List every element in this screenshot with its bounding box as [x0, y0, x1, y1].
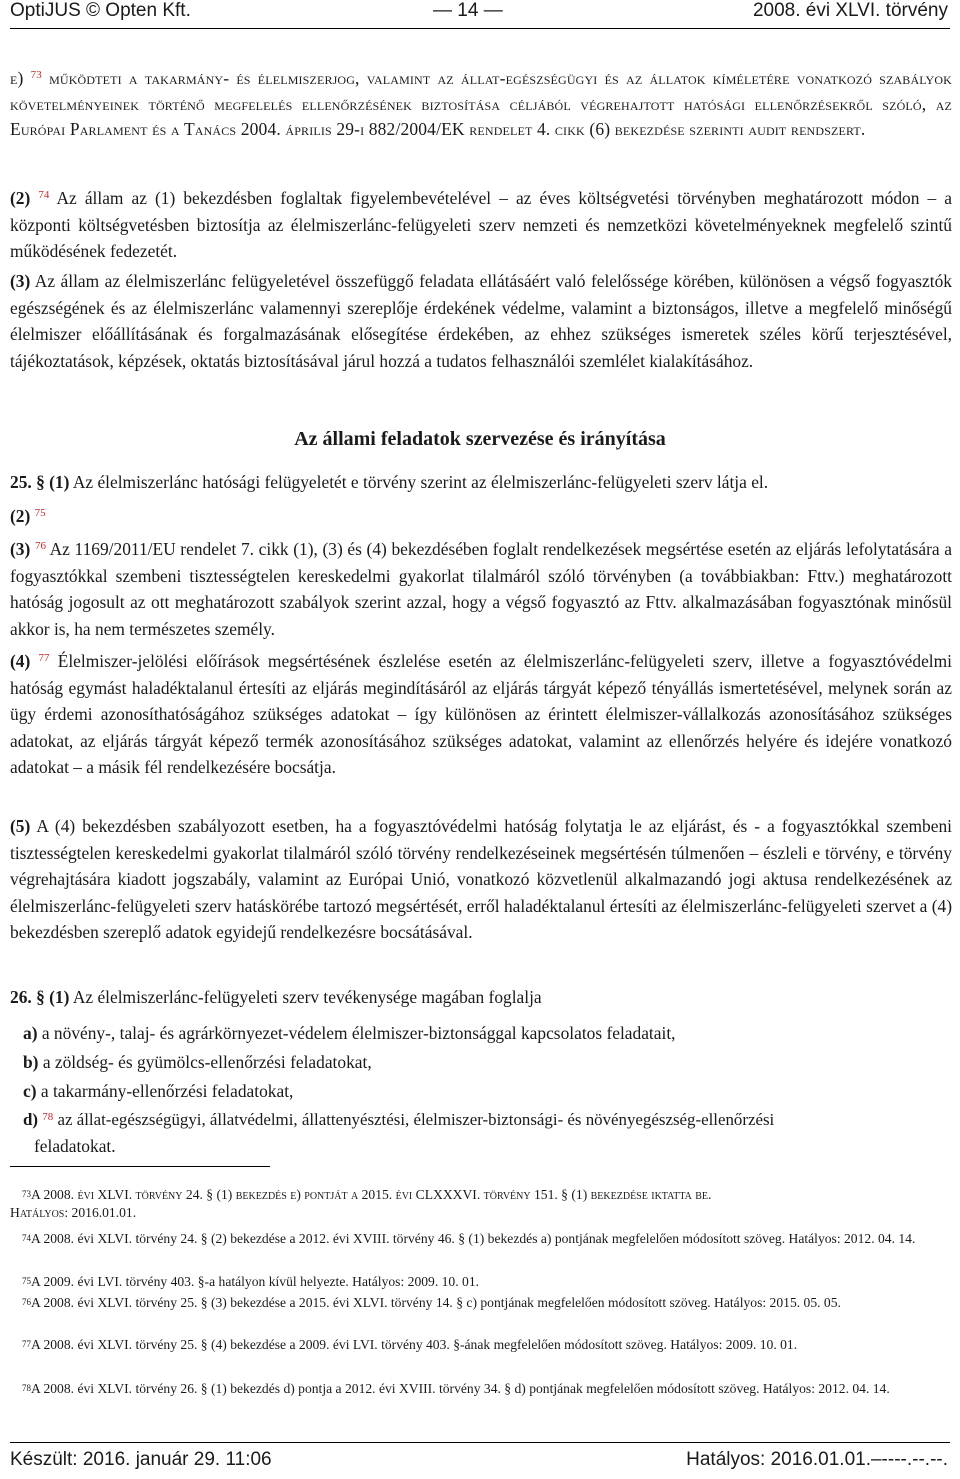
paragraph-text: A (4) bekezdésben szabályozott esetben, ha a fogyasztóvédelmi hatóság folytatja le az eljárást, és - a fogyasztókkal szembeni tisztességtelen kereskedelmi gyakorlat tilalmáról szóló törvény rendelkezéseinek megsértésén túlmenően – észleli e törvény, e törvény végrehajtására kiadott jogszabály, valamint az Európai Unió, vonatkozó közvetlenül alkalmazandó jogi aktusa rendelkezésének az élelmiszerlánc-felügyeleti szerv hatáskörébe tartozó megsértését, erről haladéktalanul értesíti az élelmiszerlánc-felügyeleti szervet a (4) bekezdésben szereplő adatok egyidejű rendelkezésre bocsátásával. — [10, 816, 953, 942]
footnote-76 — [10, 1294, 952, 1312]
paragraph-text: Élelmiszer-jelölési előírások megsértésének észlelése esetén az élelmiszerlánc-felügyeleti szerv, illetve a fogyasztóvédelmi hatóság egymást haladéktalanul értesíti az eljárás megindításáról az eljárás tárgyát képező tényállás ismertetésével, melynek során az ügy érdemi azonosíthatóságához szükséges adatokat – így különösen az érintett élelmiszer-vállalkozás azonosításához szükséges adatokat, az eljárás tárgyát képező termék azonosításához szükséges adatokat, valamint az ellenőrzés helyére és idejére vonatkozó adatokat – a másik fél rendelkezésére bocsátja. — [10, 651, 952, 777]
list-item-text: a takarmány-ellenőrzési feladatokat, — [40, 1081, 294, 1101]
list-item — [23, 1020, 676, 1047]
paragraph-text: Az 1169/2011/EU rendelet 7. cikk (1), (3) és (4) bekezdésében foglalt rendelkezések megsértése esetén az eljárás lefolytatására a fogyasztókkal szembeni tisztességtelen kereskedelmi gyakorlat tilalmáról szóló törvényben (a továbbiakban: Fttv.) meghatározott hatóság jogosult az ott meghatározott szabályok szerint azzal, hogy a végső fogyasztó az Fttv. alkalmazásában fogyasztónak minősül akkor is, ha nem természetes személy. — [10, 539, 952, 639]
paragraph-text: Az állam az (1) bekezdésben foglaltak figyelembevételével – az éves költségvetési törvényben meghatározott módon – a központi költségvetésben biztosítja az élelmiszerlánc-felügyeleti szerv nemzeti és nemzetközi követelményeknek megfelelő szintű működésének fedezetét. — [10, 188, 952, 261]
paragraph-number: (1) — [49, 472, 70, 492]
section-25-3 — [10, 536, 952, 642]
footer-divider — [10, 1442, 950, 1443]
paragraph-3 — [10, 268, 952, 374]
list-item — [23, 1107, 958, 1134]
section-26-1 — [10, 984, 952, 1011]
list-item-label: a) — [23, 1023, 38, 1043]
footnote-number: 74 — [22, 1233, 31, 1243]
footnote-ref-74[interactable]: 74 — [38, 189, 50, 201]
page-header — [0, 0, 960, 24]
footnote-78 — [10, 1380, 952, 1398]
section-e — [10, 66, 952, 143]
section-25-4 — [10, 648, 952, 781]
footnote-number: 77 — [22, 1339, 31, 1349]
footnote-number: 75 — [22, 1276, 31, 1286]
section-heading: Az állami feladatok szervezése és irányítása — [294, 428, 666, 450]
header-divider — [10, 28, 950, 29]
list-item-text: az állat-egészségügyi, állatvédelmi, állattenyésztési, élelmiszer-biztonsági- és növényegészség-ellenőrzési — [57, 1110, 775, 1129]
footnote-77 — [10, 1336, 952, 1354]
footnote-75 — [10, 1273, 952, 1291]
footer-created: Készült: 2016. január 29. 11:06 — [10, 1449, 272, 1470]
paragraph-text: Az állam az élelmiszerlánc felügyeletével összefüggő feladata ellátásáért való felelőssége körében, különösen a végső fogyasztók egészségének és az élelmiszerlánc valamennyi szereplője érdekének védelme, valamint a biztonságos, illetve a megfelelő minőségű élelmiszer előállításának és forgalmazásának elősegítése érdekében, az ehhez szükséges ismeretek széles körű terjesztésével, tájékoztatások, képzések, oktatás biztosításával járul hozzá a tudatos felhasználói szemlélet kialakításához. — [10, 271, 952, 371]
section-25-5 — [10, 813, 952, 946]
paragraph-number: (4) — [10, 651, 31, 671]
paragraph-number: (3) — [10, 271, 31, 291]
section-25-2 — [10, 503, 952, 530]
footnote-ref-78[interactable]: 78 — [42, 1111, 54, 1123]
list-item — [23, 1078, 293, 1105]
footnote-text: A 2008. évi XLVI. törvény 26. § (1) bekezdés d) pontja a 2012. évi XVIII. törvény 34. § d) pontjának megfelelően módosított szöveg. Hatályos: 2012. 04. 14. — [31, 1381, 890, 1396]
header-publisher: OptiJUS © Opten Kft. — [10, 0, 191, 21]
footnote-74 — [10, 1230, 952, 1248]
footnote-text: A 2008. évi XLVI. törvény 25. § (3) bekezdése a 2015. évi XLVI. törvény 14. § c) pontjának megfelelően módosított szöveg. Hatályos: 2015. 05. 05. — [31, 1295, 841, 1310]
header-law-title: 2008. évi XLVI. törvény — [752, 0, 948, 21]
paragraph-number: (1) — [49, 987, 70, 1007]
list-item — [23, 1049, 372, 1076]
footnote-ref-75[interactable]: 75 — [34, 507, 46, 519]
list-item-label: b) — [23, 1052, 39, 1072]
footnote-divider — [10, 1166, 270, 1167]
header-page-number: — 14 — — [433, 0, 503, 21]
item-label: e) — [10, 68, 24, 88]
paragraph-number: (3) — [10, 539, 31, 559]
list-item-text: a zöldség- és gyümölcs-ellenőrzési feladatokat, — [42, 1052, 372, 1072]
footnote-number: 76 — [22, 1297, 31, 1307]
paragraph-2 — [10, 185, 952, 265]
footer-effective: Hatályos: 2016.01.01.–----.--.--. — [686, 1449, 948, 1470]
paragraph-text: Az élelmiszerlánc hatósági felügyeletét e törvény szerint az élelmiszerlánc-felügyeleti szerv látja el. — [72, 472, 769, 492]
paragraph-number: (5) — [10, 816, 31, 836]
list-item-continuation: feladatokat. — [34, 1136, 116, 1156]
paragraph-number: (2) — [10, 188, 31, 208]
footnote-ref-73[interactable]: 73 — [30, 69, 42, 81]
section-number: 25. § — [10, 472, 45, 492]
footnote-ref-76[interactable]: 76 — [34, 540, 46, 552]
footnote-number: 73 — [22, 1189, 31, 1199]
paragraph-text: Az élelmiszerlánc-felügyeleti szerv tevékenysége magában foglalja — [72, 987, 542, 1007]
section-e-text: működteti a takarmány- és élelmiszerjog, valamint az állat-egészségügyi és az állatok kíméletére vonatkozó szabályok követelményeinek történő megfelelés ellenőrzésének biztosítása céljából végrehajtott hatósági ellenőrzésekről szóló, az Európai Parlament és a Tanács 2004. április 29-i 882/2004/EK rendelet 4. cikk (6) bekezdése szerinti audit rendszert. — [10, 68, 952, 139]
paragraph-number: (2) — [10, 506, 31, 526]
list-item-label: d) — [23, 1110, 39, 1129]
list-item-text: a növény-, talaj- és agrárkörnyezet-védelem élelmiszer-biztonsággal kapcsolatos feladatait, — [41, 1023, 676, 1043]
footnote-text: A 2008. évi XLVI. törvény 25. § (4) bekezdése a 2009. évi LVI. törvény 403. §-ának megfelelően módosított szöveg. Hatályos: 2009. 10. 01. — [31, 1337, 798, 1352]
footnote-text: A 2008. évi XLVI. törvény 24. § (1) bekezdés e) pontját a 2015. évi CLXXXVI. törvény 151. § (1) bekezdése iktatta be. — [31, 1187, 712, 1202]
footnote-text: A 2009. évi LVI. törvény 403. §-a hatályon kívül helyezte. Hatályos: 2009. 10. 01. — [31, 1274, 480, 1289]
footnote-73 — [10, 1186, 952, 1222]
section-number: 26. § — [10, 987, 45, 1007]
footnote-text: Hatályos: 2016.01.01. — [10, 1205, 137, 1220]
section-25-1 — [10, 469, 952, 496]
footnote-number: 78 — [22, 1383, 31, 1393]
footnote-ref-77[interactable]: 77 — [38, 652, 50, 664]
footnote-text: A 2008. évi XLVI. törvény 24. § (2) bekezdése a 2012. évi XVIII. törvény 46. § (1) bekezdés a) pontjának megfelelően módosított szöveg. Hatályos: 2012. 04. 14. — [31, 1231, 916, 1246]
list-item-label: c) — [23, 1081, 37, 1101]
